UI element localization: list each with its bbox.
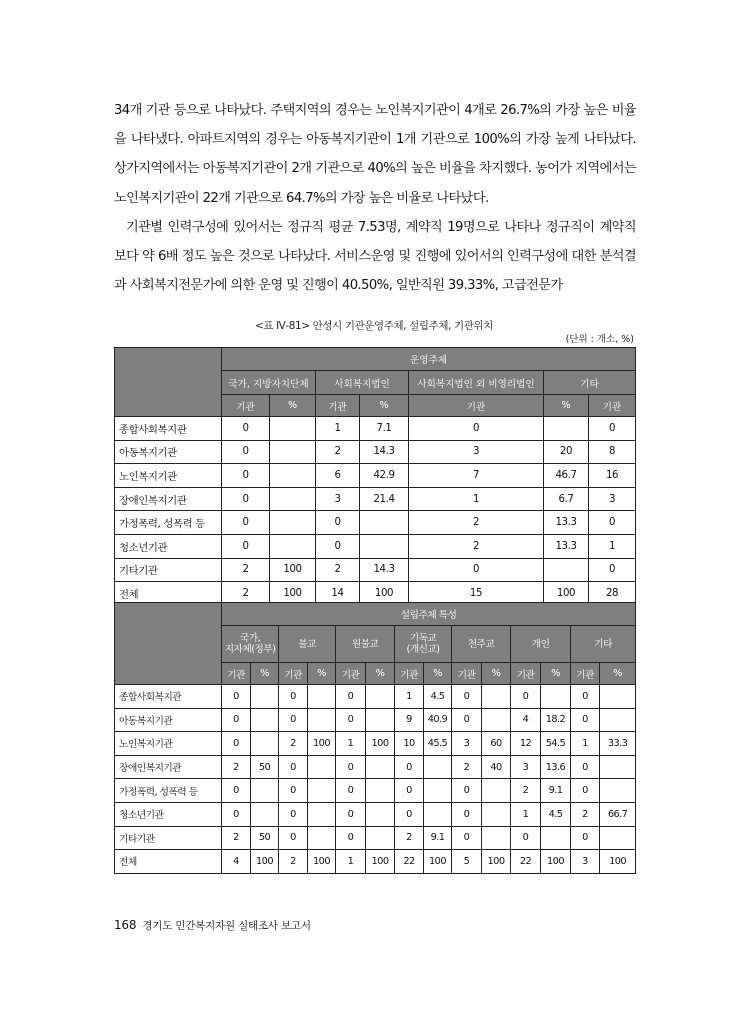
data-cell: 13.3 <box>544 511 589 535</box>
data-cell: 0 <box>336 685 366 709</box>
data-cell: 2 <box>511 779 541 803</box>
data-cell: 13.3 <box>544 534 589 558</box>
data-cell <box>308 685 336 709</box>
row-label: 장애인복지기관 <box>115 755 222 779</box>
sub-header-pct: % <box>541 663 571 685</box>
data-cell: 0 <box>395 802 424 826</box>
data-cell <box>308 779 336 803</box>
data-cell: 66.7 <box>600 802 636 826</box>
table-row <box>115 534 636 558</box>
data-cell: 2 <box>316 558 360 582</box>
group-header-line: 개인 <box>531 638 550 650</box>
data-cell <box>482 826 511 850</box>
table-row <box>115 464 636 488</box>
data-cell <box>482 779 511 803</box>
page-footer <box>114 918 311 933</box>
data-cell: 0 <box>589 511 636 535</box>
data-cell: 9.1 <box>541 779 571 803</box>
sub-header-count: 기관 <box>222 395 270 417</box>
data-cell: 0 <box>279 708 308 732</box>
data-cell: 14 <box>316 582 360 606</box>
table-row <box>115 685 636 709</box>
data-cell: 2 <box>222 826 251 850</box>
data-cell <box>600 685 636 709</box>
data-cell: 2 <box>395 826 424 850</box>
data-cell: 46.7 <box>544 464 589 488</box>
sub-header-count: 기관 <box>316 395 360 417</box>
row-label: 청소년기관 <box>115 534 222 558</box>
data-cell: 40 <box>482 755 511 779</box>
sub-header-pct: % <box>251 663 279 685</box>
data-cell: 0 <box>571 685 600 709</box>
table-corner <box>115 348 222 417</box>
data-cell: 0 <box>222 487 270 511</box>
group-header: 기타 <box>544 371 636 395</box>
data-cell: 0 <box>336 779 366 803</box>
group-header: 사회복지법인 외 비영리법인 <box>409 371 544 395</box>
data-cell: 7.1 <box>360 417 409 441</box>
data-cell: 2 <box>222 558 270 582</box>
data-cell: 100 <box>544 582 589 606</box>
row-label: 전체 <box>115 582 222 606</box>
data-cell <box>270 534 316 558</box>
data-cell: 0 <box>279 685 308 709</box>
data-cell: 1 <box>589 534 636 558</box>
data-cell: 0 <box>222 779 251 803</box>
sub-header-pct: % <box>308 663 336 685</box>
data-cell: 0 <box>222 511 270 535</box>
table-corner <box>115 603 222 685</box>
data-cell: 0 <box>222 440 270 464</box>
data-cell <box>424 755 452 779</box>
data-cell: 0 <box>279 826 308 850</box>
data-cell: 42.9 <box>360 464 409 488</box>
data-cell <box>366 755 395 779</box>
data-cell: 100 <box>541 850 571 874</box>
data-cell: 2 <box>279 732 308 756</box>
data-cell: 0 <box>222 802 251 826</box>
data-cell <box>251 708 279 732</box>
data-cell: 4 <box>222 850 251 874</box>
table-row <box>115 558 636 582</box>
data-cell: 3 <box>316 487 360 511</box>
data-cell: 3 <box>452 732 482 756</box>
sub-header-pct: % <box>270 395 316 417</box>
data-cell <box>366 779 395 803</box>
data-cell <box>270 440 316 464</box>
data-cell: 0 <box>279 779 308 803</box>
data-cell: 0 <box>395 755 424 779</box>
data-cell: 5 <box>452 850 482 874</box>
data-cell: 0 <box>511 685 541 709</box>
table-row <box>115 732 636 756</box>
data-cell: 9.1 <box>424 826 452 850</box>
data-cell: 14.3 <box>360 558 409 582</box>
data-cell: 100 <box>600 850 636 874</box>
group-header <box>279 626 336 663</box>
data-cell: 6.7 <box>544 487 589 511</box>
data-cell: 2 <box>409 534 544 558</box>
data-cell: 4.5 <box>424 685 452 709</box>
page-number: 168 <box>114 918 137 932</box>
report-title: 경기도 민간복지자원 실태조사 보고서 <box>142 920 311 932</box>
group-header <box>571 626 636 663</box>
data-cell: 0 <box>279 755 308 779</box>
sub-header-count: 기관 <box>589 395 636 417</box>
data-cell: 2 <box>316 440 360 464</box>
row-label: 기타기관 <box>115 558 222 582</box>
row-label: 청소년기관 <box>115 802 222 826</box>
data-cell: 18.2 <box>541 708 571 732</box>
data-cell: 22 <box>511 850 541 874</box>
data-cell: 0 <box>316 534 360 558</box>
sub-header-pct: % <box>482 663 511 685</box>
data-cell: 100 <box>308 732 336 756</box>
data-cell: 0 <box>452 685 482 709</box>
data-cell: 16 <box>589 464 636 488</box>
table-caption: <표 Ⅳ-81> 안성시 기관운영주체, 설립주체, 기관위치 <box>255 320 493 332</box>
data-cell: 10 <box>395 732 424 756</box>
data-cell: 100 <box>360 582 409 606</box>
data-cell: 45.5 <box>424 732 452 756</box>
data-cell: 0 <box>222 534 270 558</box>
data-cell: 7 <box>409 464 544 488</box>
data-cell: 0 <box>589 417 636 441</box>
group-header-line: 원불교 <box>351 638 379 650</box>
data-cell: 100 <box>424 850 452 874</box>
data-cell: 0 <box>336 755 366 779</box>
data-cell: 1 <box>571 732 600 756</box>
group-header <box>395 626 452 663</box>
data-cell: 2 <box>222 582 270 606</box>
data-cell: 1 <box>316 417 360 441</box>
sub-header-count: 기관 <box>452 663 482 685</box>
row-label: 가정폭력, 성폭력 등 <box>115 779 222 803</box>
sub-header-count: 기관 <box>336 663 366 685</box>
data-cell <box>308 802 336 826</box>
table-row <box>115 850 636 874</box>
data-cell: 100 <box>308 850 336 874</box>
data-cell <box>366 826 395 850</box>
table-row <box>115 511 636 535</box>
operating-entity-table <box>114 347 636 606</box>
data-cell: 0 <box>409 417 544 441</box>
data-cell <box>482 708 511 732</box>
group-header-line: 기타 <box>594 638 612 650</box>
data-cell: 1 <box>395 685 424 709</box>
sub-header-pct: % <box>424 663 452 685</box>
data-cell: 0 <box>336 826 366 850</box>
data-cell: 13.6 <box>541 755 571 779</box>
data-cell: 22 <box>395 850 424 874</box>
data-cell <box>366 685 395 709</box>
data-cell: 3 <box>589 487 636 511</box>
data-cell: 0 <box>571 779 600 803</box>
sub-header-count: 기관 <box>409 395 544 417</box>
data-cell: 1 <box>409 487 544 511</box>
data-cell <box>270 511 316 535</box>
data-cell: 15 <box>409 582 544 606</box>
data-cell: 0 <box>571 826 600 850</box>
table-row <box>115 802 636 826</box>
data-cell: 0 <box>452 779 482 803</box>
data-cell: 0 <box>222 732 251 756</box>
row-label: 아동복지기관 <box>115 440 222 464</box>
data-cell: 3 <box>511 755 541 779</box>
data-cell <box>251 685 279 709</box>
data-cell <box>600 755 636 779</box>
group-title: 설립주체 특성 <box>222 603 636 626</box>
data-cell: 2 <box>409 511 544 535</box>
data-cell: 0 <box>571 708 600 732</box>
data-cell: 1 <box>336 732 366 756</box>
data-cell <box>366 802 395 826</box>
data-cell: 100 <box>482 850 511 874</box>
group-header-line: 지자체(정부) <box>224 644 276 655</box>
group-header <box>336 626 395 663</box>
data-cell <box>360 511 409 535</box>
row-label: 장애인복지기관 <box>115 487 222 511</box>
data-cell <box>270 464 316 488</box>
group-header-line: 불교 <box>298 638 316 650</box>
data-cell: 1 <box>336 850 366 874</box>
data-cell: 3 <box>571 850 600 874</box>
data-cell: 50 <box>251 755 279 779</box>
row-label: 노인복지기관 <box>115 464 222 488</box>
data-cell: 0 <box>452 708 482 732</box>
table-row <box>115 779 636 803</box>
sub-header-count: 기관 <box>279 663 308 685</box>
data-cell: 4.5 <box>541 802 571 826</box>
data-cell <box>360 534 409 558</box>
data-cell <box>251 802 279 826</box>
sub-header-pct: % <box>360 395 409 417</box>
data-cell <box>541 685 571 709</box>
data-cell: 100 <box>270 558 316 582</box>
data-cell: 2 <box>279 850 308 874</box>
group-header-line: (개신교) <box>406 644 440 655</box>
data-cell: 0 <box>222 685 251 709</box>
data-cell: 40.9 <box>424 708 452 732</box>
data-cell <box>544 558 589 582</box>
data-cell: 100 <box>366 732 395 756</box>
data-cell: 100 <box>251 850 279 874</box>
data-cell: 20 <box>544 440 589 464</box>
data-cell: 1 <box>511 802 541 826</box>
group-header <box>222 626 279 663</box>
paragraph-1: 34개 기관 등으로 나타났다. 주택지역의 경우는 노인복지기관이 4개로 26.7%의 가장 높은 비율을 나타냈다. 아파트지역의 경우는 아동복지기관이 1개 기관으로 100%의 가장 높게 나타났다. 상가지역에서는 아동복지기관이 2개 기관으로 40%의 높은 비율을 차지했다. 농어가 지역에서는 노인복지기관이 22개 기관으로 64.7%의 가장 높은 비율로 나타났다. <box>114 103 636 206</box>
data-cell: 4 <box>511 708 541 732</box>
data-cell: 28 <box>589 582 636 606</box>
data-cell: 100 <box>270 582 316 606</box>
data-cell: 0 <box>336 708 366 732</box>
table-row <box>115 755 636 779</box>
row-label: 기타기관 <box>115 826 222 850</box>
row-label: 노인복지기관 <box>115 732 222 756</box>
group-header <box>452 626 511 663</box>
sub-header-pct: % <box>600 663 636 685</box>
table-row <box>115 487 636 511</box>
data-cell: 8 <box>589 440 636 464</box>
sub-header-count: 기관 <box>511 663 541 685</box>
sub-header-count: 기관 <box>222 663 251 685</box>
row-label: 가정폭력, 성폭력 등 <box>115 511 222 535</box>
data-cell: 2 <box>222 755 251 779</box>
data-cell: 6 <box>316 464 360 488</box>
data-cell: 100 <box>366 850 395 874</box>
table-row <box>115 440 636 464</box>
data-cell: 21.4 <box>360 487 409 511</box>
group-header-line: 천주교 <box>467 638 495 650</box>
founding-entity-table <box>114 602 636 874</box>
data-cell <box>482 685 511 709</box>
data-cell: 9 <box>395 708 424 732</box>
group-title: 운영주체 <box>222 348 636 371</box>
data-cell <box>366 708 395 732</box>
data-cell: 0 <box>222 464 270 488</box>
data-cell: 0 <box>589 558 636 582</box>
data-cell <box>251 732 279 756</box>
data-cell: 12 <box>511 732 541 756</box>
group-header-line: 국가, <box>239 633 261 644</box>
paragraph-2: 기관별 인력구성에 있어서는 정규직 평균 7.53명, 계약직 19명으로 나타나 정규직이 계약직 보다 약 6배 정도 높은 것으로 나타났다. 서비스운영 및 진행에 있어서의 인력구성에 대한 분석결과 사회복지전문가에 의한 운영 및 진행이 40.50%, 일반직원 39.33%, 고급전문가 <box>114 219 636 294</box>
data-cell <box>308 826 336 850</box>
data-cell <box>270 417 316 441</box>
data-cell: 0 <box>452 826 482 850</box>
data-cell: 0 <box>316 511 360 535</box>
data-cell <box>308 755 336 779</box>
data-cell <box>424 779 452 803</box>
data-cell <box>424 802 452 826</box>
data-cell: 0 <box>511 826 541 850</box>
data-cell <box>600 826 636 850</box>
data-cell: 0 <box>222 708 251 732</box>
data-cell: 0 <box>395 779 424 803</box>
group-header: 국가, 지방자치단체 <box>222 371 316 395</box>
data-cell: 0 <box>336 802 366 826</box>
data-cell <box>482 802 511 826</box>
data-cell: 3 <box>409 440 544 464</box>
data-cell <box>541 826 571 850</box>
data-cell: 50 <box>251 826 279 850</box>
data-cell: 0 <box>409 558 544 582</box>
data-cell <box>270 487 316 511</box>
data-cell: 0 <box>279 802 308 826</box>
group-header <box>511 626 571 663</box>
body-text <box>114 96 636 300</box>
table-row <box>115 708 636 732</box>
data-cell: 0 <box>571 755 600 779</box>
group-header: 사회복지법인 <box>316 371 409 395</box>
data-cell <box>251 779 279 803</box>
data-cell: 2 <box>452 755 482 779</box>
data-cell: 0 <box>452 802 482 826</box>
data-cell <box>544 417 589 441</box>
data-cell: 0 <box>222 417 270 441</box>
data-cell <box>600 708 636 732</box>
sub-header-count: 기관 <box>395 663 424 685</box>
data-cell <box>600 779 636 803</box>
row-label: 종합사회복지관 <box>115 417 222 441</box>
data-cell: 33.3 <box>600 732 636 756</box>
row-label: 아동복지기관 <box>115 708 222 732</box>
group-header-line: 기독교 <box>409 633 437 644</box>
data-cell <box>308 708 336 732</box>
sub-header-pct: % <box>366 663 395 685</box>
unit-note: (단위 : 개소, %) <box>565 334 634 345</box>
table-row <box>115 826 636 850</box>
data-cell: 2 <box>571 802 600 826</box>
row-label: 전체 <box>115 850 222 874</box>
data-cell: 54.5 <box>541 732 571 756</box>
data-cell: 14.3 <box>360 440 409 464</box>
row-label: 종합사회복지관 <box>115 685 222 709</box>
sub-header-count: 기관 <box>571 663 600 685</box>
sub-header-pct: % <box>544 395 589 417</box>
data-cell: 60 <box>482 732 511 756</box>
table-row <box>115 417 636 441</box>
